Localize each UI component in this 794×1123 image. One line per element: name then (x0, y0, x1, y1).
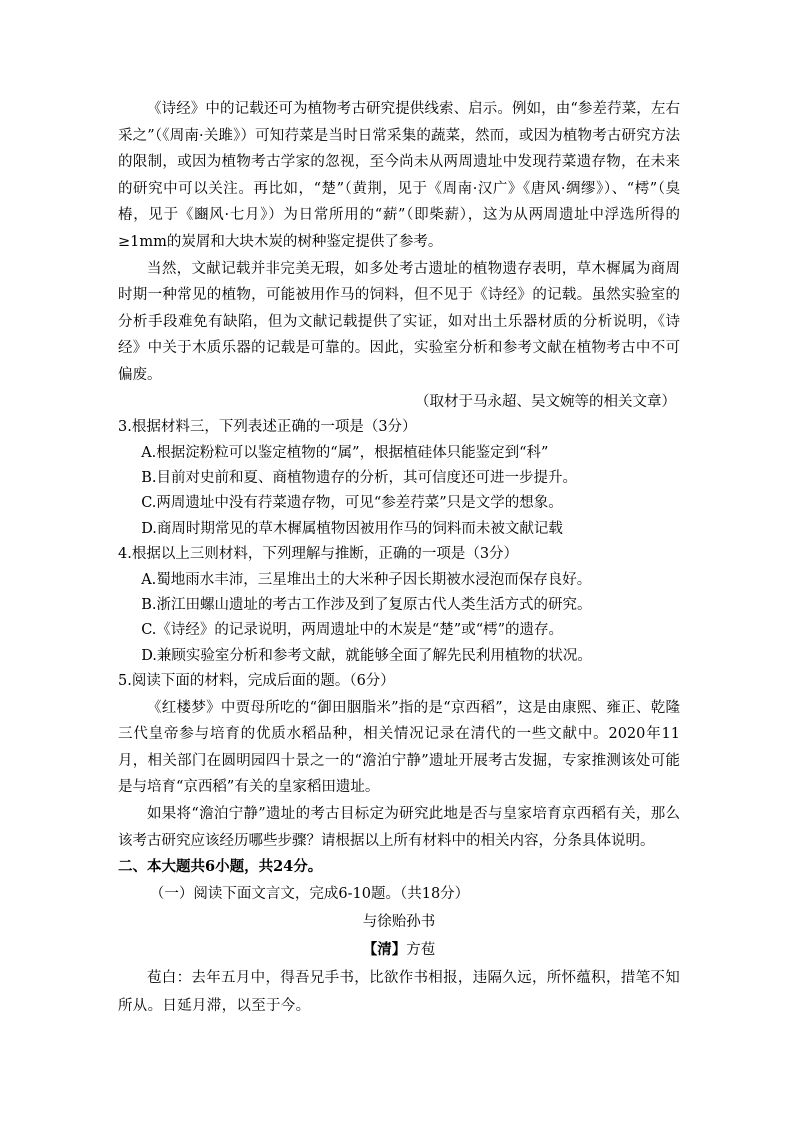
question-5-material: 《红楼梦》中贾母所吃的“御田胭脂米”指的是“京西稻”，这是由康熙、雍正、乾隆三代皇帝参与培育的优质水稻品种，相关情况记录在清代的一些文献中。2020年11月，相关部门在圆明园四十景之一的“澹泊宁静”遗址开展考古发掘，专家推测该处可能是与培育“京西稻”有关的皇家稻田遗址。 (118, 699, 680, 796)
question-4 (118, 542, 680, 669)
question-5 (118, 669, 680, 854)
section-2-heading: 二、本大题共6小题，共24分。 (118, 858, 323, 876)
question-3-stem: 3.根据材料三，下列表述正确的一项是（3分） (118, 419, 417, 436)
question-4-stem: 4.根据以上三则材料，下列理解与推断，正确的一项是（3分） (118, 546, 519, 563)
question-3-option-d: D.商周时期常见的草木樨属植物因被用作马的饲料而未被文献记载 (141, 520, 563, 537)
classical-text-body: 苞白：去年五月中，得吾兄手书，比欲作书相报，违隔久远，所怀蕴积，措笔不知所从。日延月滞，以至于今。 (118, 969, 680, 1014)
classical-text-author (118, 936, 680, 964)
question-3-option-a: A.根据淀粉粒可以鉴定植物的“属”，根据植硅体只能鉴定到“科” (141, 444, 549, 461)
question-5-stem: 5.阅读下面的材料，完成后面的题。（6分） (118, 673, 395, 690)
paragraph-limitations: 当然，文献记载并非完美无瑕，如多处考古遗址的植物遗存表明，草木樨属为商周时期一种常见的植物，可能被用作马的饲料，但不见于《诗经》的记载。虽然实验室的分析手段难免有缺陷，但为文献记载提供了实证，如对出土乐器材质的分析说明，《诗经》中关于木质乐器的记载是可靠的。因此，实验室分析和参考文献在植物考古中不可偏废。 (118, 260, 680, 383)
question-5-prompt: 如果将“澹泊宁静”遗址的考古目标定为研究此地是否与皇家培育京西稻有关，那么该考古研究应该经历哪些步骤？请根据以上所有材料中的相关内容，分条具体说明。 (118, 805, 680, 849)
dynasty-mark: 【清】 (362, 940, 407, 958)
question-3 (118, 415, 680, 542)
question-4-option-a: A.蜀地雨水丰沛，三星堆出土的大米种子因长期被水浸泡而保存良好。 (141, 571, 592, 588)
question-3-option-c: C.两周遗址中没有荇菜遗存物，可见“参差荇菜”只是文学的想象。 (141, 495, 563, 512)
classical-text-title: 与徐贻孙书 (362, 913, 436, 930)
source-citation: （取材于马永超、吴文婉等的相关文章） (415, 393, 676, 410)
paragraph-shijing-clues: 《诗经》中的记载还可为植物考古研究提供线索、启示。例如，由“参差荇菜，左右采之”（《周南·关雎》）可知荇菜是当时日常采集的蔬菜，然而，或因为植物考古研究方法的限制，或因为植物考古学家的忽视，至今尚未从两周遗址中发现荇菜遗存物，在未来的研究中可以关注。再比如，“楚”（黄荆，见于《周南·汉广》《唐风·绸缪》）、“樗”（臭椿，见于《豳风·七月》）为日常所用的“薪”（即柴薪），这为从两周遗址中浮选所得的≥1mm的炭屑和大块木炭的树种鉴定提供了参考。 (118, 101, 680, 250)
question-4-option-b: B.浙江田螺山遗址的考古工作涉及到了复原古代人类生活方式的研究。 (141, 596, 592, 613)
question-4-option-c: C.《诗经》的记录说明，两周遗址中的木炭是“楚”或“樗”的遗存。 (141, 622, 564, 639)
section-2 (118, 854, 680, 1019)
section-2-subheading: （一）阅读下面文言文，完成6-10题。（共18分） (149, 885, 470, 902)
author-name: 方苞 (406, 941, 436, 958)
question-3-option-b: B.目前对史前和夏、商植物遗存的分析，其可信度还可进一步提升。 (141, 469, 577, 486)
document-page (118, 96, 680, 1020)
question-4-option-d: D.兼顾实验室分析和参考文献，就能够全面了解先民利用植物的状况。 (141, 647, 592, 664)
